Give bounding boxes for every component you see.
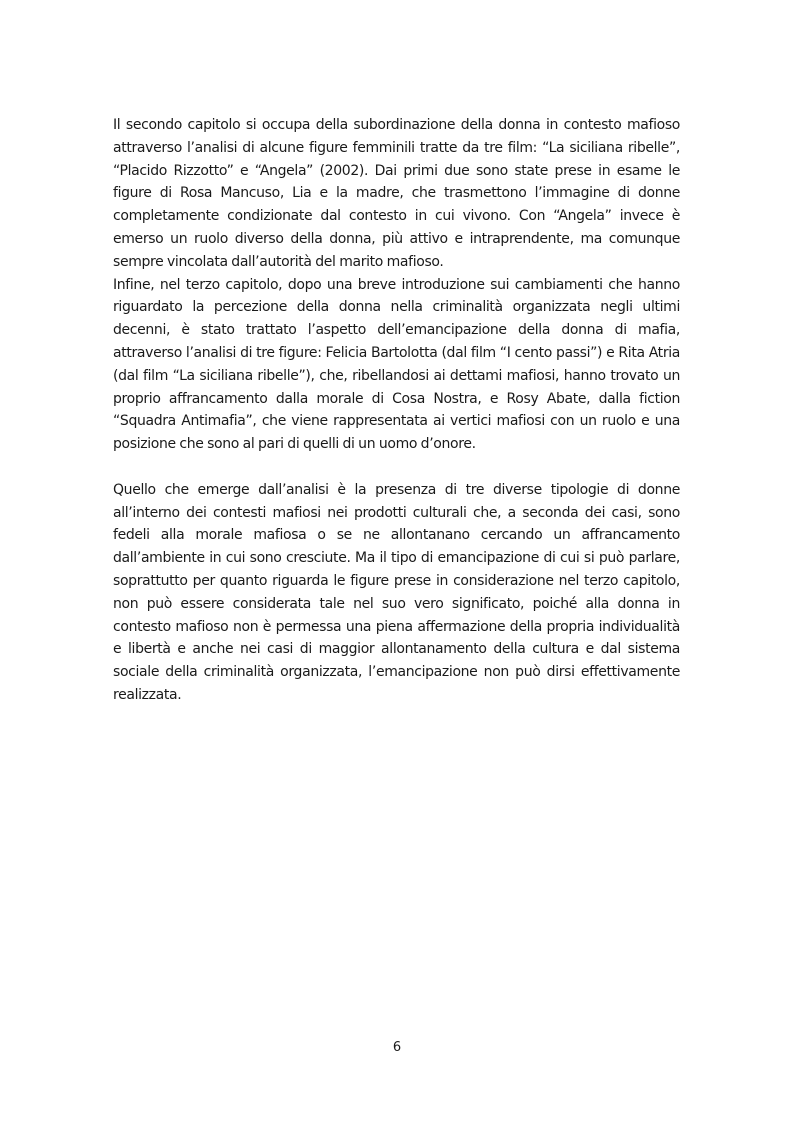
paragraph-chapter-two: Il secondo capitolo si occupa della subordinazione della donna in contesto mafioso attraverso l’analisi di alcune figure femminili tratte da tre film: “La siciliana ribelle”, “Placido Rizzotto” e “Angela” (2002). Dai primi due sono state prese in esame le figure di Rosa Mancuso, Lia e la madre, che trasmettono l’immagine di donne completamente condizionate dal contesto in cui vivono. Con “Angela” invece è emerso un ruolo diverso della donna, più attivo e intraprendente, ma comunque sempre vincolata dall’autorità del marito mafioso.	[113, 117, 680, 270]
paragraph-chapter-three: Infine, nel terzo capitolo, dopo una breve introduzione sui cambiamenti che hanno riguardato la percezione della donna nella criminalità organizzata negli ultimi decenni, è stato trattato l’aspetto dell’emancipazione della donna di mafia, attraverso l’analisi di tre figure: Felicia Bartolotta (dal film “I cento passi”) e Rita Atria (dal film “La siciliana ribelle”), che, ribellandosi ai dettami mafiosi, hanno trovato un proprio affrancamento dalla morale di Cosa Nostra, e Rosy Abate, dalla fiction “Squadra Antimafia”, che viene rappresentata ai vertici mafiosi con un ruolo e una posizione che sono al pari di quelli di un uomo d’onore.	[113, 276, 680, 453]
page-number: 6	[392, 1040, 402, 1055]
body-text	[113, 114, 680, 707]
paragraph-conclusion: Quello che emerge dall’analisi è la presenza di tre diverse tipologie di donne all’interno dei contesti mafiosi nei prodotti culturali che, a seconda dei casi, sono fedeli alla morale mafiosa o se ne allontanano cercando un affrancamento dall’ambiente in cui sono cresciute. Ma il tipo di emancipazione di cui si può parlare, soprattutto per quanto riguarda le figure prese in considerazione nel terzo capitolo, non può essere considerata tale nel suo vero significato, poiché alla donna in contesto mafioso non è permessa una piena affermazione della propria individualità e libertà e anche nei casi di maggior allontanamento della cultura e dal sistema sociale della criminalità organizzata, l’emancipazione non può dirsi effettivamente realizzata.	[113, 481, 680, 703]
